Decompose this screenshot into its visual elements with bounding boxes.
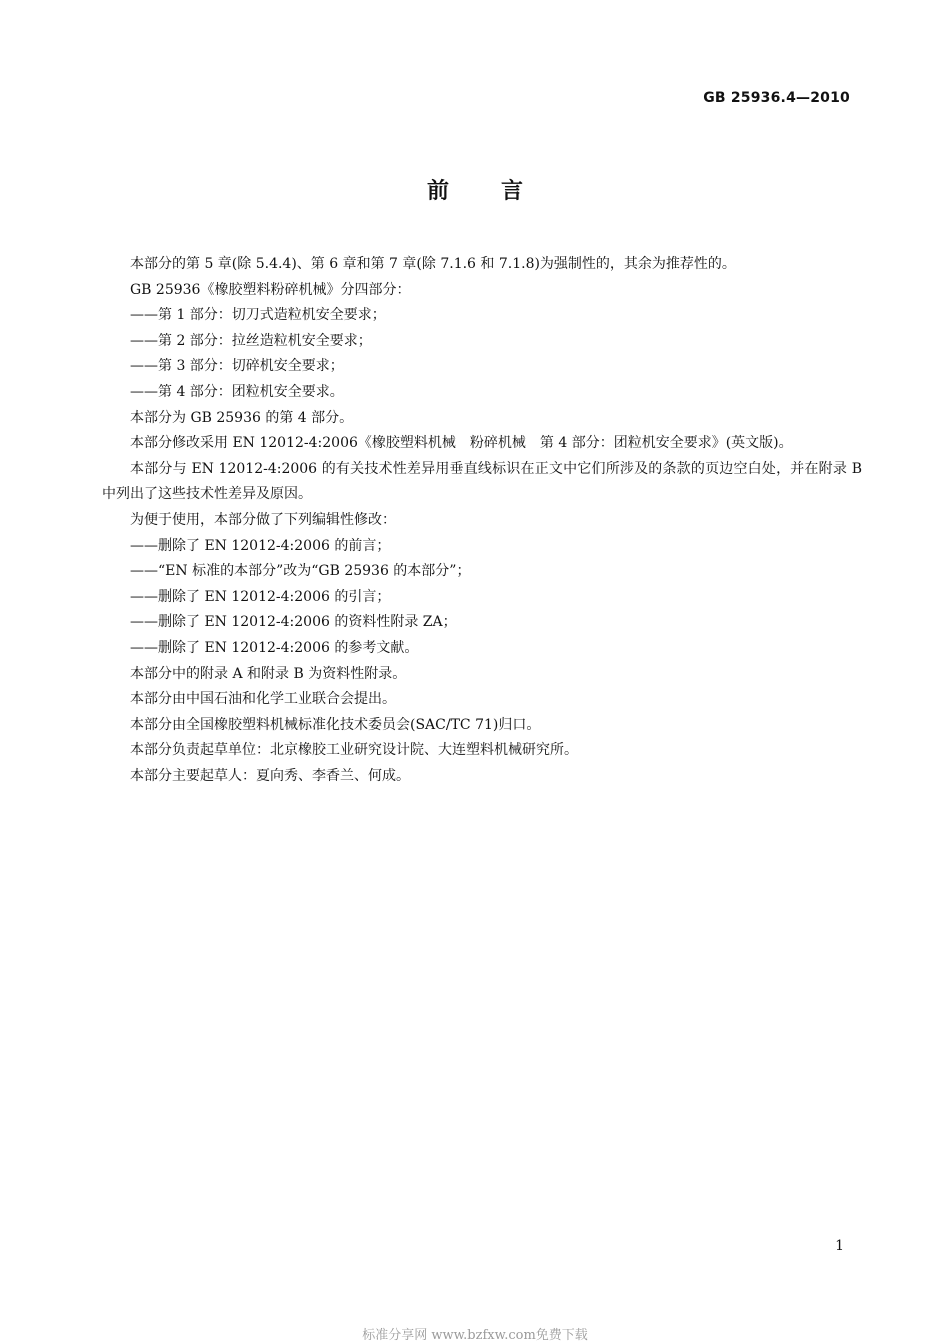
document-code: GB 25936.4—2010	[703, 90, 850, 106]
paragraph-proposed-by: 本部分由中国石油和化学工业联合会提出。	[130, 691, 396, 708]
list-item-part-4: ——第 4 部分：团粒机安全要求。	[130, 383, 344, 400]
paragraph-drafters: 本部分主要起草人：夏向秀、李香兰、何成。	[130, 767, 410, 784]
paragraph-annexes: 本部分中的附录 A 和附录 B 为资料性附录。	[130, 665, 407, 682]
title-char-1: 前	[426, 179, 449, 204]
paragraph-technical-differences: 本部分与 EN 12012-4:2006 的有关技术性差异用垂直线标识在正文中它们所涉及的条款的页边空白处，并在附录 B 中列出了这些技术性差异及原因。	[102, 460, 862, 503]
list-item-edit-5: ——删除了 EN 12012-4:2006 的参考文献。	[130, 639, 419, 656]
list-item-edit-1: ——删除了 EN 12012-4:2006 的前言；	[130, 537, 391, 554]
watermark-text: 标准分享网 www.bzfxw.com免费下载	[362, 1328, 588, 1343]
page-number: 1	[835, 1238, 844, 1254]
page-title	[0, 174, 950, 205]
paragraph-under-jurisdiction: 本部分由全国橡胶塑料机械标准化技术委员会(SAC/TC 71)归口。	[130, 716, 541, 733]
paragraph-mandatory-clauses: 本部分的第 5 章(除 5.4.4)、第 6 章和第 7 章(除 7.1.6 和 7.1.8)为强制性的，其余为推荐性的。	[130, 256, 736, 272]
list-item-edit-2: ——“EN 标准的本部分”改为“GB 25936 的本部分”；	[130, 563, 471, 580]
list-item-edit-4: ——删除了 EN 12012-4:2006 的资料性附录 ZA；	[130, 614, 457, 631]
paragraph-editorial-intro: 为便于使用，本部分做了下列编辑性修改：	[130, 511, 396, 528]
paragraph-drafting-units: 本部分负责起草单位：北京橡胶工业研究设计院、大连塑料机械研究所。	[130, 742, 578, 759]
title-char-2: 言	[501, 179, 524, 204]
list-item-part-2: ——第 2 部分：拉丝造粒机安全要求；	[130, 332, 372, 349]
list-item-part-3: ——第 3 部分：切碎机安全要求；	[130, 358, 344, 375]
list-item-part-1: ——第 1 部分：切刀式造粒机安全要求；	[130, 307, 386, 324]
paragraph-this-part: 本部分为 GB 25936 的第 4 部分。	[130, 409, 354, 426]
paragraph-parts-intro: GB 25936《橡胶塑料粉碎机械》分四部分：	[130, 281, 411, 298]
foreword-body	[102, 252, 862, 789]
paragraph-adoption: 本部分修改采用 EN 12012-4:2006《橡胶塑料机械 粉碎机械 第 4 部分：团粒机安全要求》(英文版)。	[130, 435, 793, 452]
list-item-edit-3: ——删除了 EN 12012-4:2006 的引言；	[130, 588, 391, 605]
